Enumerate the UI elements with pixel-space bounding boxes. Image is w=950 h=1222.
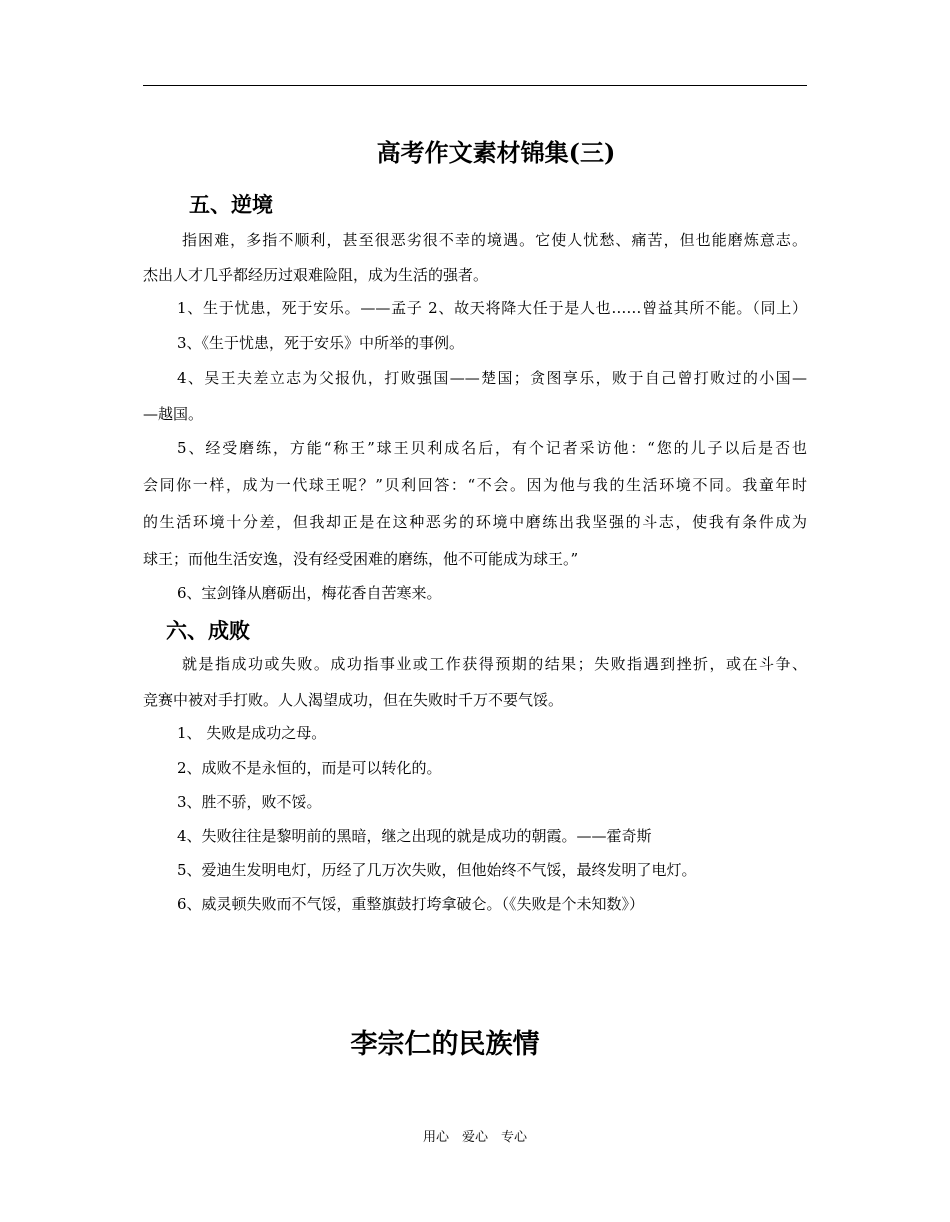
list-item: 4、吴王夫差立志为父报仇，打败强国——楚国；贪图享乐，败于自己曾打败过的小国— [177,369,807,387]
list-item: 2、成败不是永恒的，而是可以转化的。 [177,759,442,777]
list-item: 5、经受磨练，方能“称王”球王贝利成名后，有个记者采访他：“您的儿子以后是否也 [177,439,807,457]
list-item-continuation: 球王；而他生活安逸，没有经受困难的磨练，他不可能成为球王。” [143,550,579,568]
list-item: 3、《生于忧患，死于安乐》中所举的事例。 [177,334,465,352]
section-heading-adversity: 五、逆境 [189,192,273,217]
header-rule [143,85,807,86]
list-item: 3、胜不骄，败不馁。 [177,793,322,811]
list-item: 6、宝剑锋从磨砺出，梅花香自苦寒来。 [177,584,442,602]
paragraph-line: 指困难，多指不顺利，甚至很恶劣很不幸的境遇。它使人忧愁、痛苦，但也能磨炼意志。 [182,231,807,249]
paragraph-line: 竞赛中被对手打败。人人渴望成功，但在失败时千万不要气馁。 [143,691,564,709]
list-item-continuation: —越国。 [143,405,204,423]
list-item: 1、生于忧患，死于安乐。——孟子 2、故天将降大任于是人也……曾益其所不能。（同上） [177,299,807,317]
list-item: 4、失败往往是黎明前的黑暗，继之出现的就是成功的朝霞。——霍奇斯 [177,827,652,845]
list-item-continuation: 的生活环境十分差，但我却正是在这种恶劣的环境中磨练出我坚强的斗志，使我有条件成为 [143,513,807,531]
list-item: 1、 失败是成功之母。 [177,724,327,742]
next-article-title: 李宗仁的民族情 [350,1029,540,1060]
document-title: 高考作文素材锦集(三) [376,138,616,167]
list-item: 6、威灵顿失败而不气馁，重整旗鼓打垮拿破仑。（《失败是个未知数》） [177,895,645,913]
list-item: 5、爱迪生发明电灯，历经了几万次失败，但他始终不气馁，最终发明了电灯。 [177,861,697,879]
paragraph-line: 杰出人才几乎都经历过艰难险阻，成为生活的强者。 [143,266,489,284]
list-item-continuation: 会同你一样，成为一代球王呢？”贝利回答：“不会。因为他与我的生活环境不同。我童年时 [143,476,807,494]
section-heading-success-failure: 六、成败 [166,618,250,643]
paragraph-line: 就是指成功或失败。成功指事业或工作获得预期的结果；失败指遇到挫折，或在斗争、 [182,655,807,673]
page-footer: 用心 爱心 专心 [422,1130,527,1145]
